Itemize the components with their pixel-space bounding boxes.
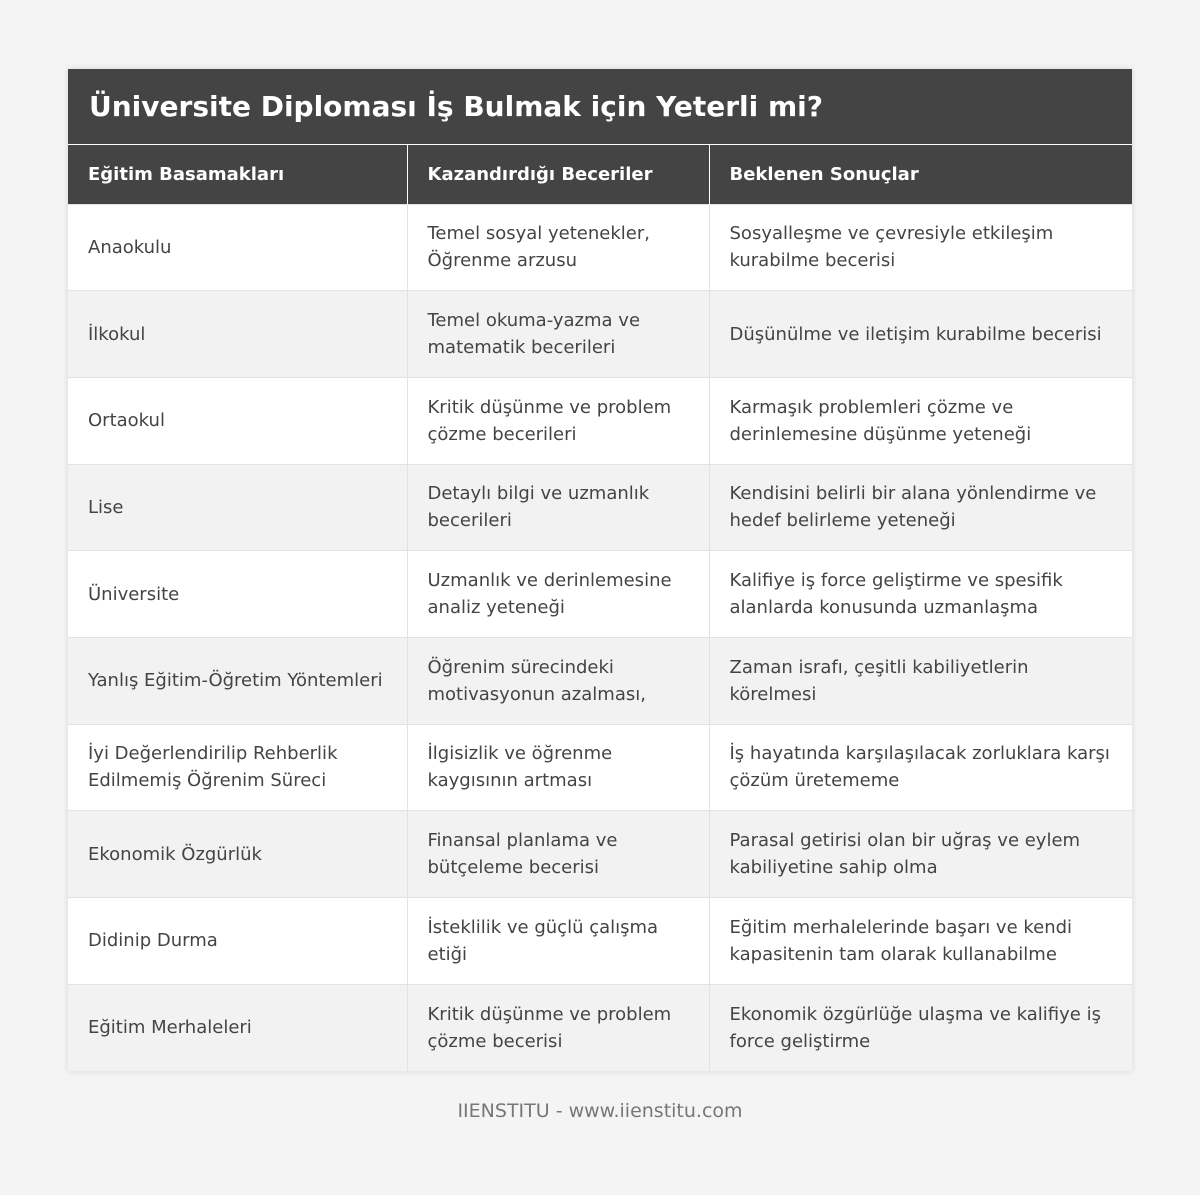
table-card [68, 69, 1132, 1071]
column-header-skills: Kazandırdığı Beceriler [407, 145, 709, 204]
table-cell: Anaokulu [68, 204, 407, 291]
table-row [68, 291, 1132, 378]
table-cell: Eğitim Merhaleleri [68, 984, 407, 1071]
table-cell: Yanlış Eğitim-Öğretim Yöntemleri [68, 637, 407, 724]
table-cell: Uzmanlık ve derinlemesine analiz yeteneği [407, 551, 709, 638]
table-cell: Temel okuma-yazma ve matematik becerileri [407, 291, 709, 378]
table-cell: Kendisini belirli bir alana yönlendirme ve hedef belirleme yeteneği [709, 464, 1132, 551]
table-cell: Kritik düşünme ve problem çözme becerisi [407, 984, 709, 1071]
title-bar [68, 69, 1132, 145]
table-row [68, 724, 1132, 811]
page-title: Üniversite Diploması İş Bulmak için Yeterli mi? [89, 90, 823, 123]
table-cell: Ekonomik özgürlüğe ulaşma ve kalifiye iş force geliştirme [709, 984, 1132, 1071]
table-row [68, 464, 1132, 551]
table-cell: Sosyalleşme ve çevresiyle etkileşim kurabilme becerisi [709, 204, 1132, 291]
table-row [68, 551, 1132, 638]
table-row [68, 377, 1132, 464]
table-cell: İş hayatında karşılaşılacak zorluklara karşı çözüm üretememe [709, 724, 1132, 811]
table-cell: Temel sosyal yetenekler, Öğrenme arzusu [407, 204, 709, 291]
table-cell: Finansal planlama ve bütçeleme becerisi [407, 811, 709, 898]
header-row [68, 145, 1132, 204]
table-cell: İlkokul [68, 291, 407, 378]
table-cell: Kalifiye iş force geliştirme ve spesifik alanlarda konusunda uzmanlaşma [709, 551, 1132, 638]
table-cell: İyi Değerlendirilip Rehberlik Edilmemiş Öğrenim Süreci [68, 724, 407, 811]
column-header-expected-results: Beklenen Sonuçlar [709, 145, 1132, 204]
table-row [68, 637, 1132, 724]
table-cell: Zaman israfı, çeşitli kabiliyetlerin körelmesi [709, 637, 1132, 724]
table-cell: Detaylı bilgi ve uzmanlık becerileri [407, 464, 709, 551]
table-cell: Öğrenim sürecindeki motivasyonun azalması, [407, 637, 709, 724]
table-row [68, 898, 1132, 985]
table-cell: Didinip Durma [68, 898, 407, 985]
table-cell: Ortaokul [68, 377, 407, 464]
table-cell: İlgisizlik ve öğrenme kaygısının artması [407, 724, 709, 811]
footer-credit: IIENSTITU - www.iienstitu.com [457, 1100, 743, 1122]
table-cell: Eğitim merhalelerinde başarı ve kendi kapasitenin tam olarak kullanabilme [709, 898, 1132, 985]
table-cell: Parasal getirisi olan bir uğraş ve eylem kabiliyetine sahip olma [709, 811, 1132, 898]
table-cell: Kritik düşünme ve problem çözme becerileri [407, 377, 709, 464]
table-row [68, 811, 1132, 898]
table-cell: Karmaşık problemleri çözme ve derinlemesine düşünme yeteneği [709, 377, 1132, 464]
table-cell: Düşünülme ve iletişim kurabilme becerisi [709, 291, 1132, 378]
table-row [68, 204, 1132, 291]
table-row [68, 984, 1132, 1071]
column-header-education-level: Eğitim Basamakları [68, 145, 407, 204]
table-cell: Üniversite [68, 551, 407, 638]
table-cell: Ekonomik Özgürlük [68, 811, 407, 898]
table-cell: İsteklilik ve güçlü çalışma etiği [407, 898, 709, 985]
data-table [68, 145, 1132, 1071]
table-cell: Lise [68, 464, 407, 551]
